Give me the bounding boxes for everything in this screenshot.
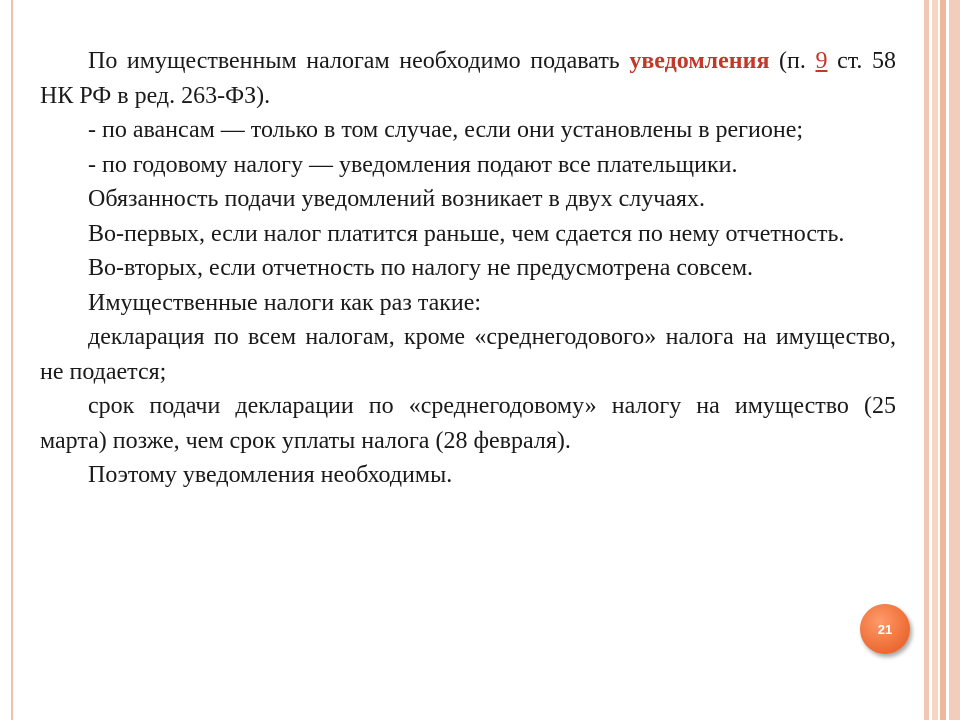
paragraph-deadline: срок подачи декларации по «среднегодовому» налогу на имущество (25 марта) позже, чем срок уплаты налога (28 февраля). [40,393,896,454]
paragraph-obligation: Обязанность подачи уведомлений возникает в двух случаях. [88,186,705,212]
highlight-notifications: уведомления [629,48,770,74]
paragraph-second-case: Во-вторых, если отчетность по налогу не предусмотрена совсем. [88,255,754,281]
slide-body [40,44,896,493]
paragraph-declaration: декларация по всем налогам, кроме «среднегодового» налога на имущество, не подается; [40,324,896,385]
paragraph-annual-tax: - по годовому налогу — уведомления подают все плательщики. [88,151,738,178]
law-reference-link[interactable]: 9 [815,48,828,74]
paragraph-notifications: По имущественным налогам необходимо подавать уведомления (п. 9 ст. 58 НК РФ в ред. 263-ФЗ). [40,48,896,109]
paragraph-advances: - по авансам — только в том случае, если они установлены в регионе; [88,117,804,143]
left-frame-border [0,0,13,720]
paragraph-first-case: Во-первых, если налог платится раньше, чем сдается по нему отчетность. [88,220,845,247]
paragraph-conclusion: Поэтому уведомления необходимы. [88,462,453,488]
page-number-badge: 21 [860,604,910,654]
paragraph-property-taxes: Имущественные налоги как раз такие: [88,289,482,316]
right-decorative-stripes [924,0,960,720]
